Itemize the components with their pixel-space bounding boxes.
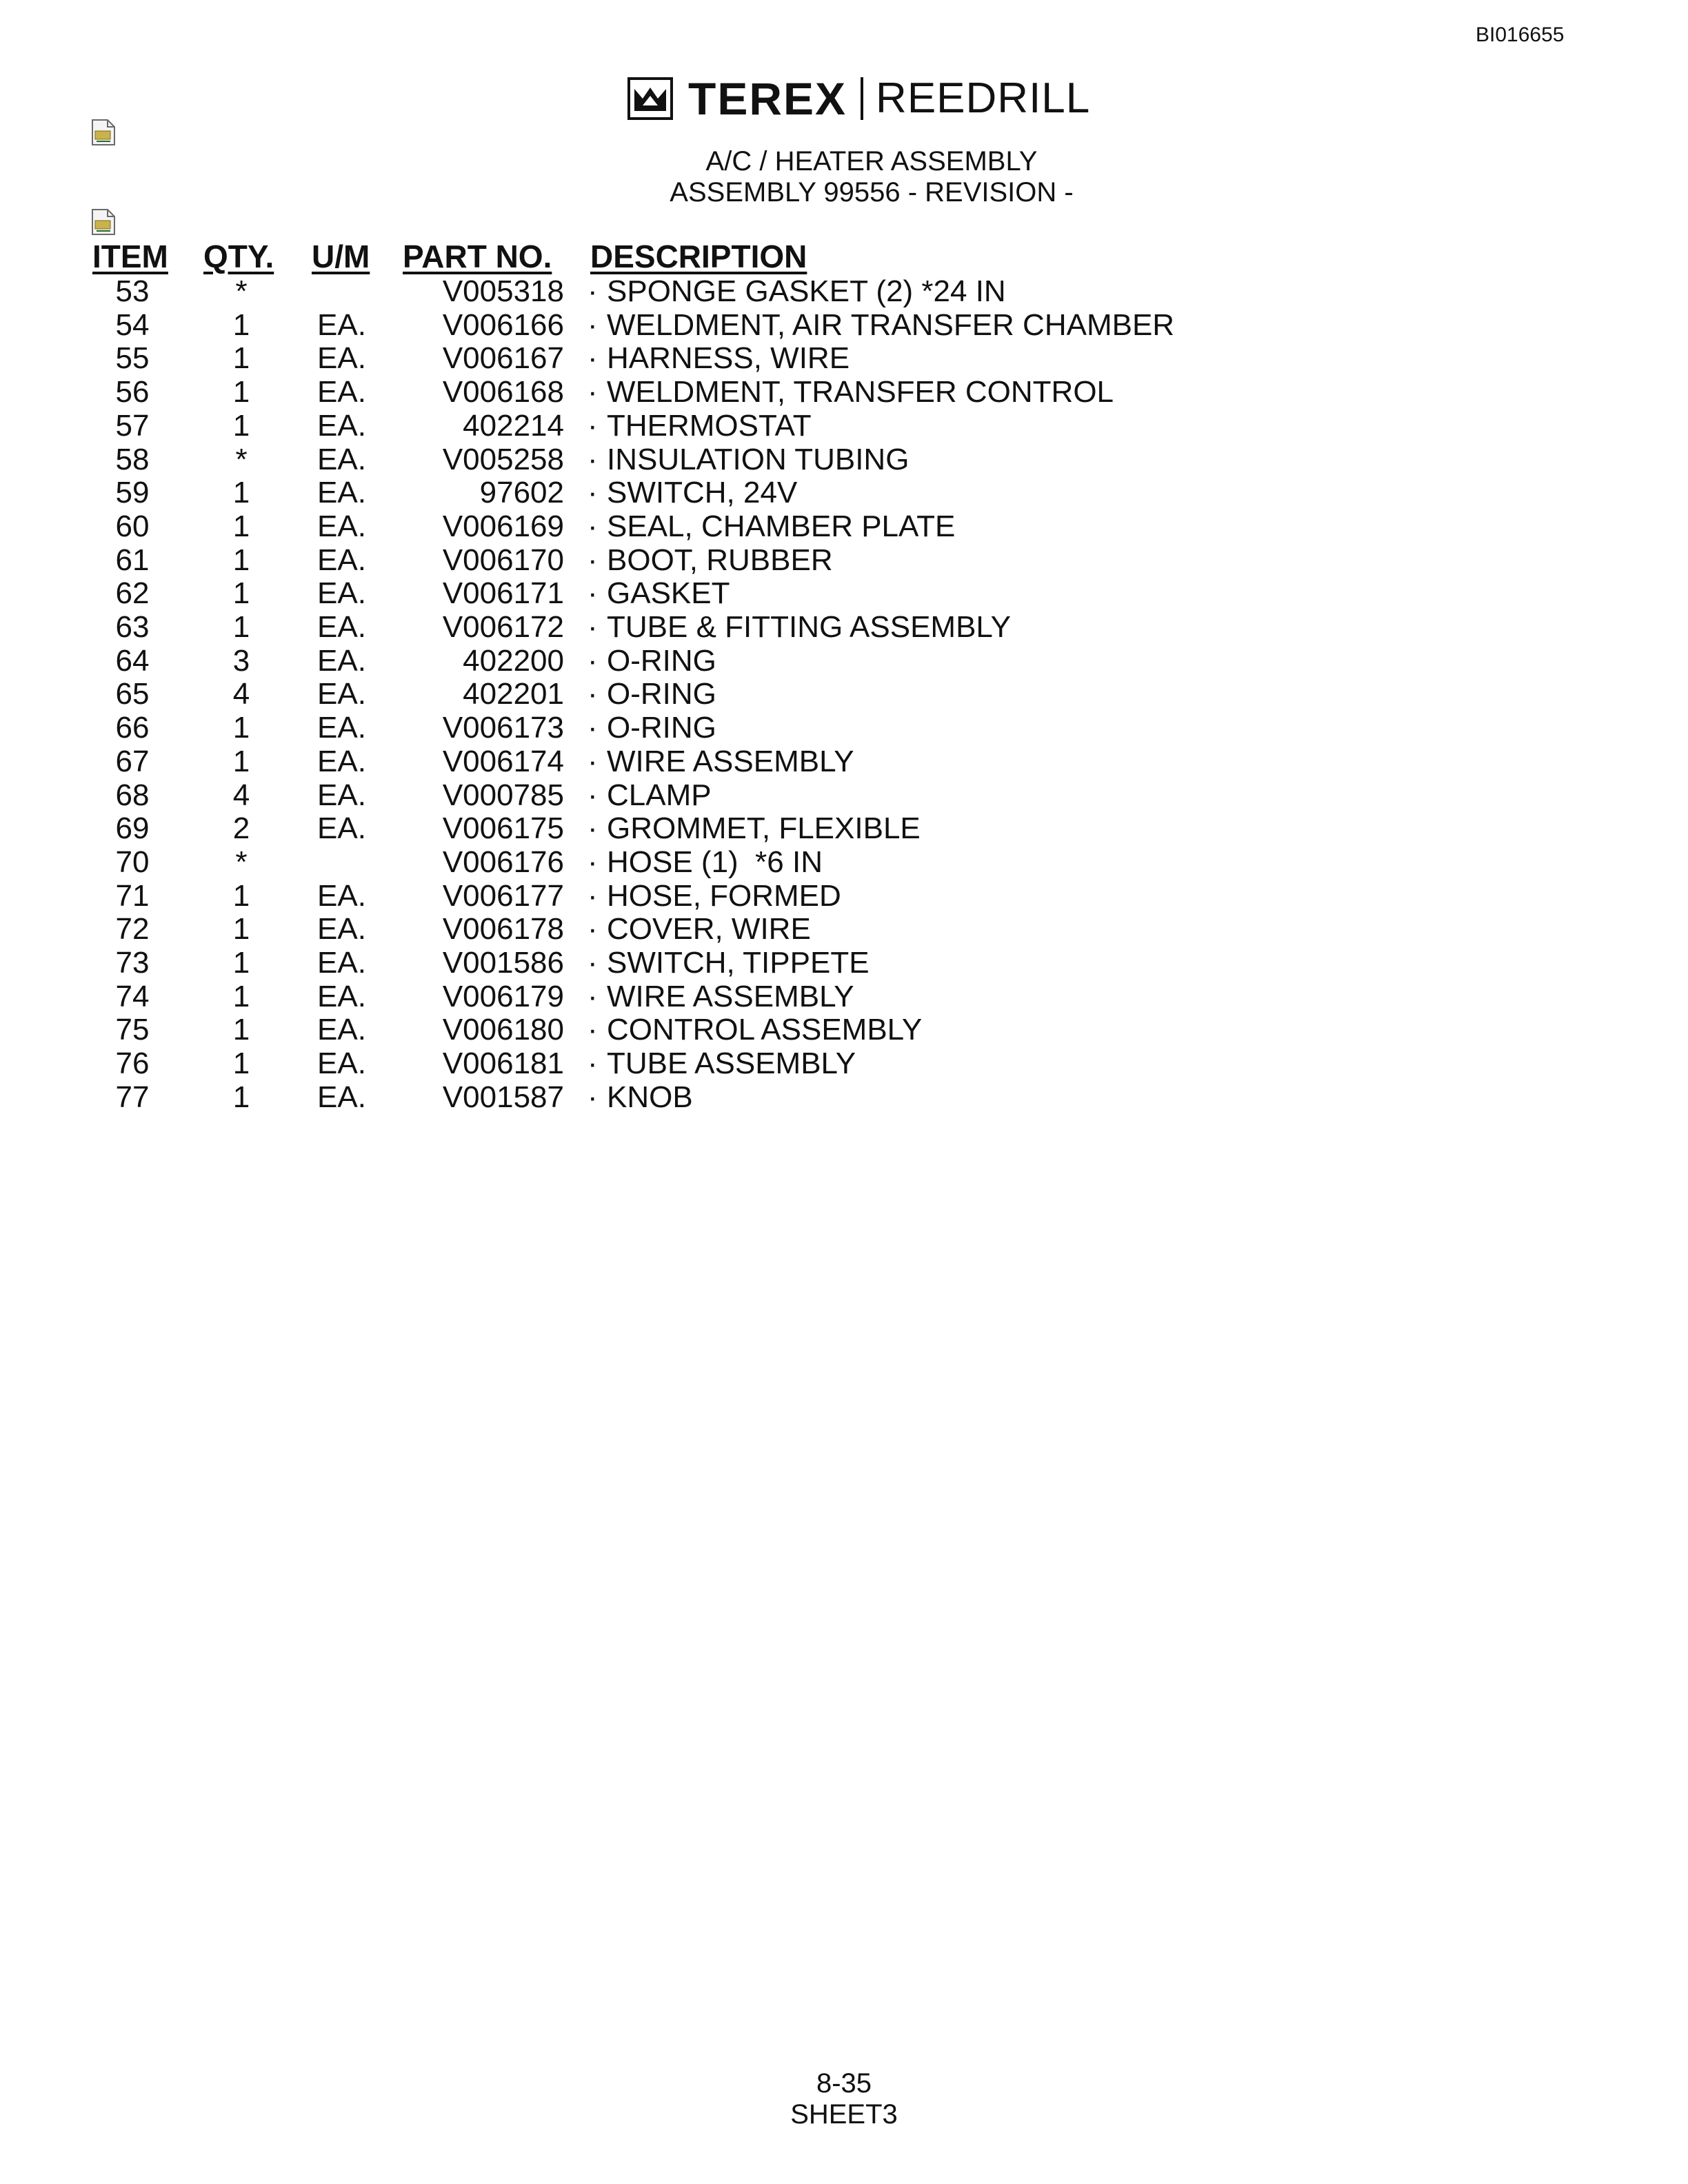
- bullet: ·: [587, 778, 598, 812]
- table-row: [0, 946, 1688, 980]
- part-number: 402201: [463, 677, 564, 711]
- bullet: ·: [587, 610, 598, 644]
- bullet: ·: [587, 979, 598, 1013]
- unit-of-measure: EA.: [317, 778, 366, 812]
- bullet: ·: [587, 509, 598, 543]
- description: INSULATION TUBING: [607, 442, 910, 476]
- quantity: 4: [232, 677, 250, 711]
- item-number: 75: [115, 1013, 150, 1047]
- description: TUBE ASSEMBLY: [607, 1046, 856, 1081]
- description: SPONGE GASKET (2) *24 IN: [607, 274, 1006, 308]
- attachment-icon[interactable]: [91, 208, 116, 236]
- description: SWITCH, 24V: [607, 476, 798, 510]
- description: GASKET: [607, 576, 730, 611]
- item-number: 69: [115, 811, 150, 846]
- description: WIRE ASSEMBLY: [607, 979, 854, 1013]
- unit-of-measure: EA.: [317, 1080, 366, 1114]
- unit-of-measure: EA.: [317, 408, 366, 443]
- part-number: V006176: [442, 845, 564, 879]
- description: O-RING: [607, 643, 716, 678]
- part-number: V006166: [442, 307, 564, 342]
- unit-of-measure: EA.: [317, 979, 366, 1013]
- quantity: 1: [232, 878, 250, 913]
- header-qty: QTY.: [203, 239, 274, 274]
- description: COVER, WIRE: [607, 912, 811, 947]
- table-row: [0, 274, 1688, 308]
- header-item: ITEM: [92, 239, 168, 274]
- description: CLAMP: [607, 778, 712, 812]
- unit-of-measure: EA.: [317, 643, 366, 678]
- description: WIRE ASSEMBLY: [607, 744, 854, 778]
- bullet: ·: [587, 878, 598, 913]
- table-row: [0, 1046, 1688, 1080]
- part-number: 402200: [463, 643, 564, 678]
- part-number: V006174: [442, 744, 564, 778]
- unit-of-measure: EA.: [317, 476, 366, 510]
- item-number: 70: [115, 845, 150, 879]
- bullet: ·: [587, 341, 598, 376]
- part-number: V001586: [442, 946, 564, 980]
- page-number: 8-35: [816, 2068, 872, 2099]
- assembly-title: A/C / HEATER ASSEMBLY: [705, 146, 1038, 176]
- header-um: U/M: [312, 239, 370, 274]
- quantity: 4: [232, 778, 250, 812]
- document-id: BI016655: [1476, 23, 1565, 46]
- quantity: 1: [232, 1080, 250, 1114]
- table-row: [0, 778, 1688, 812]
- description: HOSE (1) *6 IN: [607, 845, 823, 879]
- part-number: V006168: [442, 375, 564, 410]
- item-number: 62: [115, 576, 150, 611]
- table-row: [0, 879, 1688, 913]
- part-number: 402214: [463, 408, 564, 443]
- bullet: ·: [587, 845, 598, 879]
- part-number: V006177: [442, 878, 564, 913]
- description: WELDMENT, TRANSFER CONTROL: [607, 375, 1114, 410]
- quantity: *: [235, 845, 248, 879]
- unit-of-measure: EA.: [317, 307, 366, 342]
- quantity: 1: [232, 979, 250, 1013]
- quantity: 1: [232, 509, 250, 543]
- table-row: [0, 644, 1688, 678]
- description: GROMMET, FLEXIBLE: [607, 811, 921, 846]
- quantity: 1: [232, 476, 250, 510]
- table-row: [0, 745, 1688, 778]
- unit-of-measure: EA.: [317, 341, 366, 376]
- bullet: ·: [587, 274, 598, 308]
- description: CONTROL ASSEMBLY: [607, 1013, 923, 1047]
- quantity: 1: [232, 946, 250, 980]
- bullet: ·: [587, 442, 598, 476]
- item-number: 67: [115, 744, 150, 778]
- attachment-icon[interactable]: [91, 119, 116, 146]
- part-number: V006171: [442, 576, 564, 611]
- unit-of-measure: EA.: [317, 946, 366, 980]
- quantity: 1: [232, 543, 250, 577]
- description: SWITCH, TIPPETE: [607, 946, 870, 980]
- quantity: 1: [232, 307, 250, 342]
- item-number: 57: [115, 408, 150, 443]
- unit-of-measure: EA.: [317, 744, 366, 778]
- part-number: V006167: [442, 341, 564, 376]
- item-number: 73: [115, 946, 150, 980]
- part-number: V006173: [442, 711, 564, 745]
- part-number: 97602: [479, 476, 564, 510]
- part-number: V006178: [442, 912, 564, 947]
- quantity: 1: [232, 610, 250, 644]
- bullet: ·: [587, 643, 598, 678]
- logo-divider: [861, 77, 863, 120]
- item-number: 68: [115, 778, 150, 812]
- unit-of-measure: EA.: [317, 576, 366, 611]
- unit-of-measure: EA.: [317, 543, 366, 577]
- unit-of-measure: EA.: [317, 610, 366, 644]
- bullet: ·: [587, 408, 598, 443]
- item-number: 63: [115, 610, 150, 644]
- header-part-no: PART NO.: [403, 239, 552, 274]
- table-row: [0, 1080, 1688, 1114]
- quantity: *: [235, 442, 248, 476]
- bullet: ·: [587, 744, 598, 778]
- sheet-label: SHEET3: [790, 2099, 898, 2130]
- description: SEAL, CHAMBER PLATE: [607, 509, 956, 543]
- table-row: [0, 845, 1688, 879]
- table-row: [0, 980, 1688, 1013]
- crown-logo-icon: [627, 77, 673, 120]
- item-number: 76: [115, 1046, 150, 1081]
- part-number: V001587: [442, 1080, 564, 1114]
- table-row: [0, 341, 1688, 375]
- part-number: V006170: [442, 543, 564, 577]
- description: O-RING: [607, 677, 716, 711]
- item-number: 59: [115, 476, 150, 510]
- item-number: 64: [115, 643, 150, 678]
- part-number: V006169: [442, 509, 564, 543]
- table-row: [0, 811, 1688, 845]
- brand-name: TEREX: [688, 73, 847, 124]
- table-row: [0, 576, 1688, 610]
- table-row: [0, 912, 1688, 946]
- description: O-RING: [607, 711, 716, 745]
- unit-of-measure: EA.: [317, 1013, 366, 1047]
- bullet: ·: [587, 375, 598, 410]
- table-row: [0, 677, 1688, 711]
- item-number: 56: [115, 375, 150, 410]
- item-number: 55: [115, 341, 150, 376]
- part-number: V000785: [442, 778, 564, 812]
- description: WELDMENT, AIR TRANSFER CHAMBER: [607, 307, 1175, 342]
- item-number: 66: [115, 711, 150, 745]
- table-row: [0, 543, 1688, 577]
- brand-subname: REEDRILL: [876, 74, 1091, 122]
- description: TUBE & FITTING ASSEMBLY: [607, 610, 1011, 644]
- item-number: 77: [115, 1080, 150, 1114]
- unit-of-measure: EA.: [317, 912, 366, 947]
- table-row: [0, 509, 1688, 543]
- bullet: ·: [587, 1046, 598, 1081]
- bullet: ·: [587, 576, 598, 611]
- quantity: 1: [232, 1046, 250, 1081]
- quantity: *: [235, 274, 248, 308]
- part-number: V006181: [442, 1046, 564, 1081]
- table-row: [0, 375, 1688, 409]
- unit-of-measure: EA.: [317, 442, 366, 476]
- bullet: ·: [587, 307, 598, 342]
- unit-of-measure: EA.: [317, 375, 366, 410]
- part-number: V005318: [442, 274, 564, 308]
- table-row: [0, 476, 1688, 509]
- table-row: [0, 308, 1688, 342]
- unit-of-measure: EA.: [317, 509, 366, 543]
- description: BOOT, RUBBER: [607, 543, 833, 577]
- quantity: 1: [232, 576, 250, 611]
- item-number: 72: [115, 912, 150, 947]
- quantity: 1: [232, 711, 250, 745]
- part-number: V005258: [442, 442, 564, 476]
- bullet: ·: [587, 946, 598, 980]
- item-number: 60: [115, 509, 150, 543]
- part-number: V006180: [442, 1013, 564, 1047]
- description: HOSE, FORMED: [607, 878, 841, 913]
- bullet: ·: [587, 543, 598, 577]
- quantity: 1: [232, 912, 250, 947]
- description: THERMOSTAT: [607, 408, 812, 443]
- quantity: 1: [232, 744, 250, 778]
- table-row: [0, 610, 1688, 644]
- brand-logo: [627, 74, 1090, 123]
- table-row: [0, 409, 1688, 443]
- header-description: DESCRIPTION: [590, 239, 807, 274]
- part-number: V006172: [442, 610, 564, 644]
- quantity: 1: [232, 341, 250, 376]
- description: KNOB: [607, 1080, 693, 1114]
- unit-of-measure: EA.: [317, 677, 366, 711]
- item-number: 58: [115, 442, 150, 476]
- bullet: ·: [587, 811, 598, 846]
- bullet: ·: [587, 1080, 598, 1114]
- assembly-subtitle: ASSEMBLY 99556 - REVISION -: [670, 177, 1074, 208]
- quantity: 1: [232, 1013, 250, 1047]
- bullet: ·: [587, 912, 598, 947]
- bullet: ·: [587, 476, 598, 510]
- item-number: 71: [115, 878, 150, 913]
- table-row: [0, 1013, 1688, 1046]
- bullet: ·: [587, 711, 598, 745]
- unit-of-measure: EA.: [317, 711, 366, 745]
- part-number: V006175: [442, 811, 564, 846]
- bullet: ·: [587, 677, 598, 711]
- bullet: ·: [587, 1013, 598, 1047]
- unit-of-measure: EA.: [317, 811, 366, 846]
- item-number: 54: [115, 307, 150, 342]
- item-number: 53: [115, 274, 150, 308]
- unit-of-measure: EA.: [317, 878, 366, 913]
- quantity: 3: [232, 643, 250, 678]
- item-number: 65: [115, 677, 150, 711]
- item-number: 74: [115, 979, 150, 1013]
- part-number: V006179: [442, 979, 564, 1013]
- item-number: 61: [115, 543, 150, 577]
- description: HARNESS, WIRE: [607, 341, 850, 376]
- table-row: [0, 711, 1688, 745]
- quantity: 1: [232, 408, 250, 443]
- quantity: 1: [232, 375, 250, 410]
- quantity: 2: [232, 811, 250, 846]
- table-row: [0, 443, 1688, 476]
- unit-of-measure: EA.: [317, 1046, 366, 1081]
